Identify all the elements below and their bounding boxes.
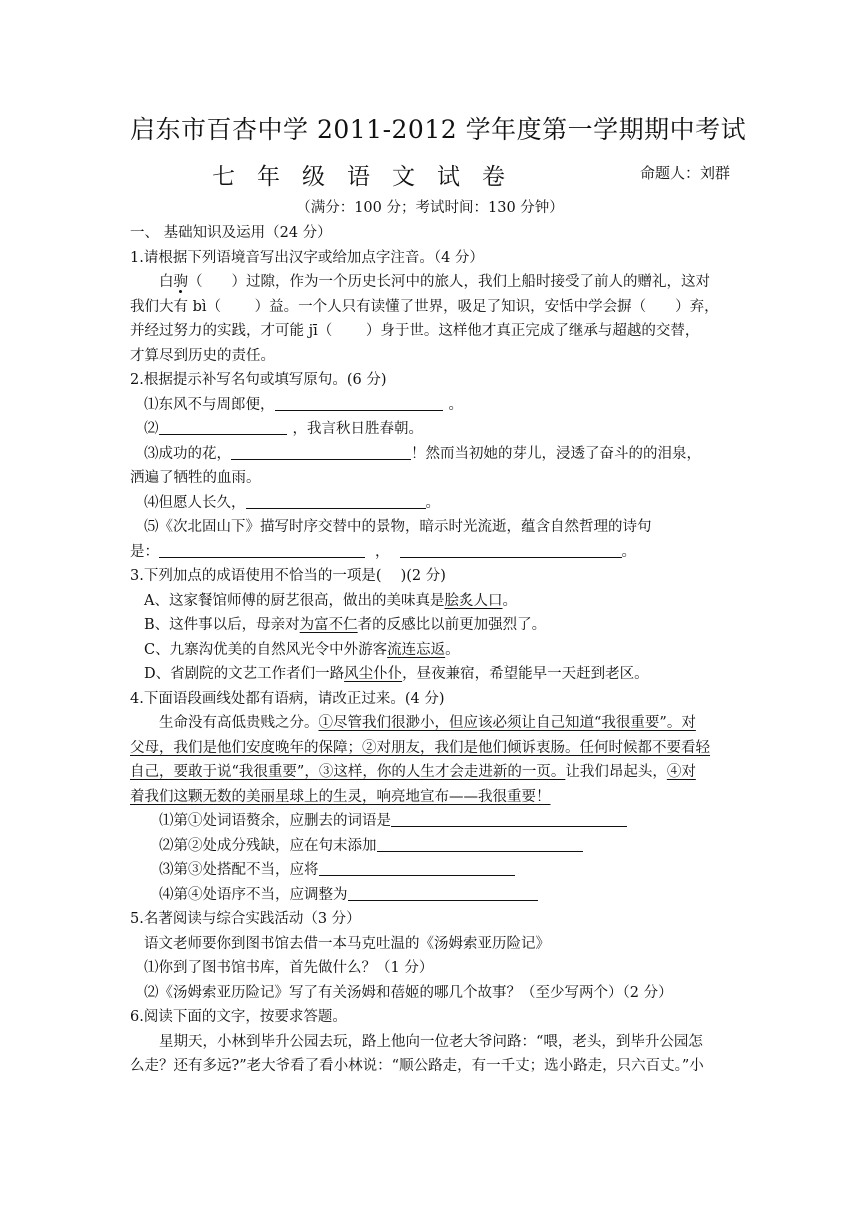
q3-option-b [130, 613, 730, 638]
q3-option-c [130, 638, 730, 663]
q5-item: ⑴你到了图书馆书库，首先做什么？（1 分） [144, 960, 434, 976]
q5-prompt: 5.名著阅读与综合实践活动（3 分） [130, 911, 361, 927]
author-label: 命题人：刘群 [639, 164, 730, 182]
answer-blank[interactable] [400, 541, 622, 558]
q5-item: ⑵《汤姆索亚历险记》写了有关汤姆和蓓姬的哪几个故事？（至少写两个）（2 分） [144, 984, 673, 1001]
q4-fix [130, 858, 730, 883]
fix-text: ⑵第②处成分残缺，应在句末添加 [159, 837, 377, 854]
q2-text: ，我言秋日胜春朝。 [292, 421, 423, 437]
fix-text: ⑶第③处搭配不当，应将 [159, 862, 319, 878]
q2-item [130, 442, 730, 467]
q2-text: ⑵ [144, 421, 159, 437]
q6-passage-line: 星期天，小林到毕升公园去玩，路上他向一位老大爷问路：“喂，老头，到毕升公园怎 [159, 1033, 703, 1050]
answer-blank[interactable] [159, 418, 287, 435]
option-text: C、九寨沟优美的自然风光令中外游客 [144, 641, 388, 658]
q2-prompt: 2.根据提示补写名句或填写原句。(6 分) [130, 372, 387, 388]
q2-text: 。 [621, 543, 636, 560]
exam-meta: （满分：100 分；考试时间：130 分钟） [296, 200, 564, 216]
q5-intro: 语文老师要你到图书馆去借一本马克吐温的《汤姆索亚历险记》 [144, 935, 550, 952]
underlined-error: 自己，要敢于说“我很重要”， [130, 764, 319, 780]
option-text: 。 [445, 641, 460, 658]
section-heading: 一、 基础知识及运用（24 分） [130, 225, 332, 241]
q4-prompt: 4.下面语段画线处都有语病，请改正过来。(4 分) [130, 690, 445, 707]
answer-blank[interactable] [377, 835, 583, 852]
q1-line [130, 295, 730, 320]
q4-passage-line [130, 711, 730, 736]
q1-dotted-char: 驹 [173, 274, 188, 290]
q6-prompt: 6.阅读下面的文字，按要求答题。 [130, 1009, 347, 1025]
q2-text: ⑷但愿人长久， [144, 494, 246, 511]
answer-blank[interactable] [348, 884, 538, 901]
q3-prompt: 3.下列加点的成语使用不恰当的一项是( )(2 分) [130, 568, 446, 584]
q3-option-a [130, 589, 730, 614]
answer-blank[interactable] [246, 492, 426, 509]
q4-fix [130, 809, 730, 834]
passage-text: 让我们昂起头， [565, 764, 667, 780]
exam-title: 启东市百杏中学 2011-2012 学年度第一学期期中考试 [130, 115, 747, 144]
exam-subtitle: 七年级语文试卷 [212, 164, 527, 190]
q2-text: ⑴东风不与周郎便， [144, 396, 275, 413]
q1-line [130, 270, 730, 295]
q3-option-d [130, 662, 730, 687]
q2-item: ⑸《次北固山下》描写时序交替中的景物，暗示时光流逝，蕴含自然哲理的诗句 [144, 519, 652, 535]
underlined-idiom: 为富不仁 [299, 617, 358, 633]
answer-blank[interactable] [159, 541, 365, 558]
underlined-idiom: 脍炙人口 [444, 592, 503, 609]
q4-passage-line [130, 760, 730, 785]
underlined-error: ①尽管我们很渺小，但应该必须让自己知道“我很重要”。对 [318, 715, 696, 731]
answer-blank[interactable] [231, 443, 411, 460]
answer-blank[interactable] [319, 859, 515, 876]
fix-text: ⑷第④处语序不当，应调整为 [159, 886, 348, 903]
q4-fix [130, 834, 730, 859]
q2-item [130, 393, 730, 418]
q2-text: 洒遍了牺牲的血雨。 [130, 470, 261, 486]
q2-text: 。 [425, 494, 440, 511]
q2-item [130, 417, 730, 442]
option-text: 者的反感比以前更加强烈了。 [357, 617, 547, 633]
option-text: 。 [502, 592, 517, 609]
passage-text: 生命没有高低贵贱之分。 [159, 715, 319, 731]
q2-item [130, 540, 730, 565]
q4-passage-line: 着我们这颗无数的美丽星球上的生灵，响亮地宣布——我很重要！ [130, 788, 551, 805]
q1-text: （ ）过隙，作为一个历史长河中的旅人，我们上船时接受了前人的赠礼，这对 [188, 274, 710, 290]
subtitle-row [130, 158, 730, 190]
q2-text: 。 [448, 396, 463, 413]
q4-fix [130, 883, 730, 908]
q1-line: 并经过努力的实践，才可能 jī（ ）身于世。这样他才真正完成了继承与超越的交替， [130, 323, 700, 339]
underlined-idiom: 流连忘返 [387, 641, 446, 658]
underlined-idiom: 风尘仆仆 [344, 666, 403, 682]
q1-line: 才算尽到历史的责任。 [130, 347, 275, 364]
q1-text: 白 [159, 274, 174, 290]
answer-blank[interactable] [391, 810, 627, 827]
underlined-error: ④对 [666, 764, 696, 780]
q2-text: ， [375, 543, 390, 560]
option-text: B、这件事以后，母亲对 [144, 617, 300, 633]
option-text: A、这家餐馆师傅的厨艺很高，做出的美味真是 [144, 592, 445, 609]
answer-blank[interactable] [275, 394, 443, 411]
q1-text: 我们大有 bì（ ）益。一个人只有读懂了世界，吸足了知识，安恬中学会摒 [130, 298, 632, 315]
q1-prompt: 1.请根据下列语境音写出汉字或给加点字注音。（4 分） [130, 249, 484, 266]
exam-body [130, 221, 730, 1079]
q2-text: ⑶成功的花， [144, 445, 231, 462]
q6-passage-line: 么走？还有多远?”老大爷看了看小林说：“顺公路走，有一千丈；选小路走，只六百丈。”小 [130, 1058, 704, 1074]
q2-item [130, 491, 730, 516]
q1-text: （ ）弃， [631, 298, 719, 315]
q2-text: 是： [130, 543, 159, 560]
underlined-error: ③这样，你的人生才会走进新的一页。 [318, 764, 566, 780]
fix-text: ⑴第①处词语赘余，应删去的词语是 [159, 813, 391, 829]
option-text: D、省剧院的文艺工作者们一路 [144, 666, 345, 682]
q2-text: ！然而当初她的芽儿，浸透了奋斗的的泪泉， [411, 445, 701, 462]
option-text: ，昼夜兼宿，希望能早一天赶到老区。 [402, 666, 649, 682]
q4-passage-line: 父母，我们是他们安度晚年的保障；②对朋友，我们是他们倾诉衷肠。任何时候都不要看轻 [130, 739, 710, 756]
